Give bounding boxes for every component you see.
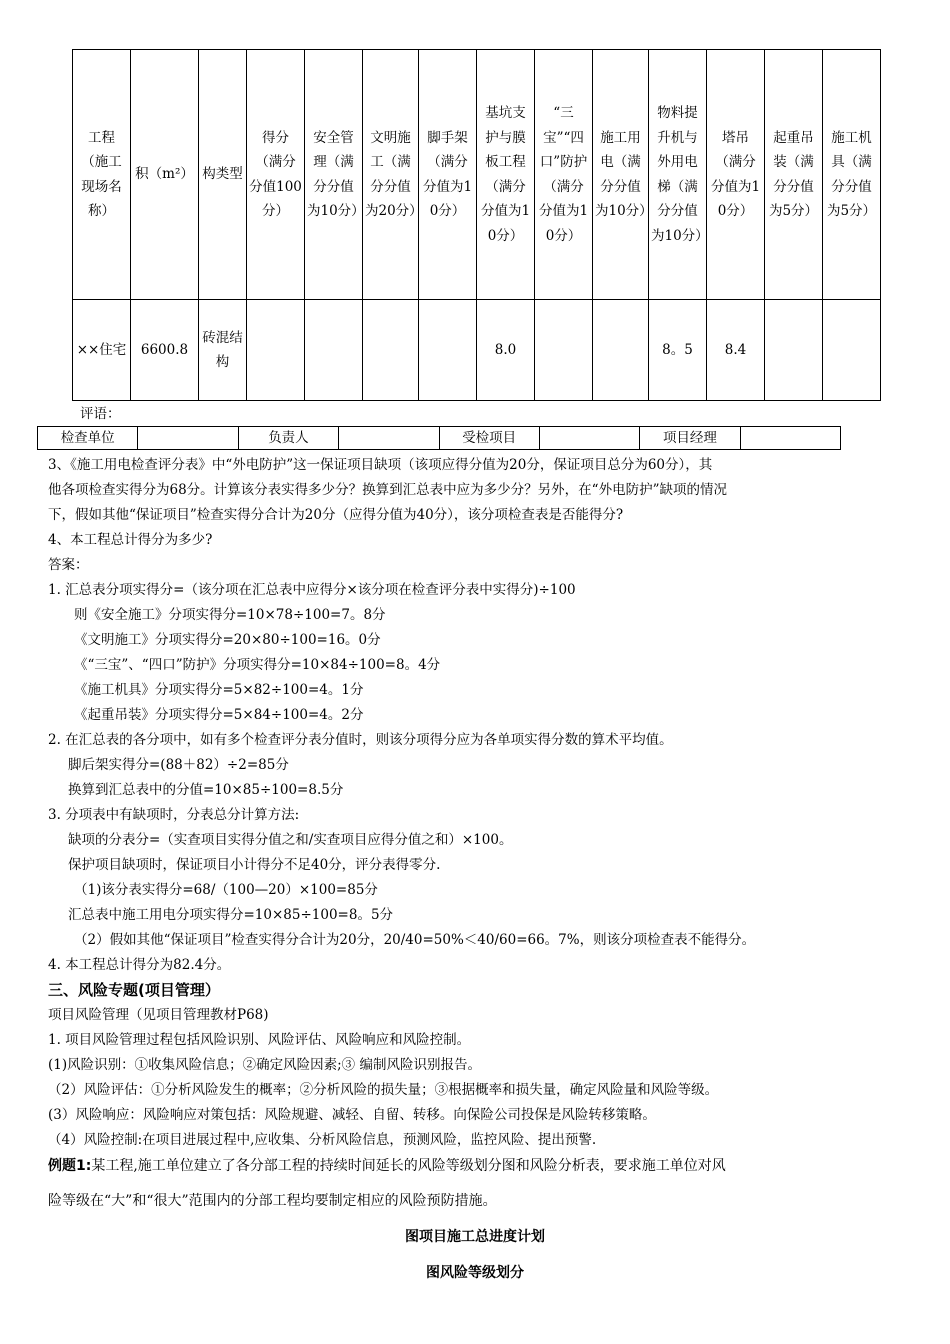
table-cell <box>363 300 419 401</box>
inspection-unit-value <box>138 427 238 450</box>
table-cell: 8.0 <box>477 300 535 401</box>
table-header-cell: 文明施工（满分分值为20分） <box>363 50 419 300</box>
person-in-charge-label: 负责人 <box>238 427 338 450</box>
table-cell <box>535 300 593 401</box>
answer-line: 《起重吊装》分项实得分=5×84÷100=4。2分 <box>74 707 364 723</box>
example-paragraph <box>48 1154 726 1178</box>
example-text: 某工程,施工单位建立了各分部工程的持续时间延长的风险等级划分图和风险分析表，要求施工单位对风 <box>91 1158 726 1174</box>
table-header-cell: 安全管理（满分分值为10分） <box>305 50 363 300</box>
table-cell <box>419 300 477 401</box>
question-line: 4、本工程总计得分为多少? <box>48 532 213 548</box>
question-line: 3、《施工用电检查评分表》中“外电防护”这一保证项目缺项（该项应得分值为20分，保证项目总分为60分），其 <box>48 457 713 473</box>
table-cell <box>593 300 649 401</box>
answer-line: 《施工机具》分项实得分=5×82÷100=4。1分 <box>74 682 364 698</box>
figure-caption: 图风险等级划分 <box>426 1265 524 1281</box>
table-header-cell: 工程（施工现场名称） <box>73 50 131 300</box>
table-header-row <box>73 50 881 300</box>
table-header-cell: “三宝”“四口”防护（满分分值为10分） <box>535 50 593 300</box>
table-header-cell: 施工用电（满分分值为10分） <box>593 50 649 300</box>
figure-caption: 图项目施工总进度计划 <box>405 1229 545 1245</box>
answer-line: （2）假如其他“保证项目”检查实得分合计为20分，20/40=50%＜40/60=66。7%，则该分项检查表不能得分。 <box>74 932 756 948</box>
table-header-cell: 塔吊（满分分值为10分） <box>707 50 765 300</box>
table-header-cell: 得分（满分分值100分） <box>247 50 305 300</box>
table-cell: 砖混结构 <box>199 300 247 401</box>
answer-line: 缺项的分表分=（实查项目实得分值之和/实查项目应得分值之和）×100。 <box>68 832 513 848</box>
question-line: 下，假如其他“保证项目”检查实得分合计为20分（应得分值为40分），该分项检查表是否能得分? <box>48 507 624 523</box>
table-header-cell: 物料提升机与外用电梯（满分分值为10分） <box>649 50 707 300</box>
table-header-cell: 脚手架（满分分值为10分） <box>419 50 477 300</box>
answer-line: 1. 汇总表分项实得分=（该分项在汇总表中应得分×该分项在检查评分表中实得分)÷100 <box>48 582 576 598</box>
table-header-cell: 积（m²） <box>131 50 199 300</box>
risk-line: （4）风险控制:在项目进展过程中,应收集、分析风险信息，预测风险，监控风险、提出预警. <box>48 1132 597 1148</box>
answer-line: 脚后架实得分=(88＋82）÷2=85分 <box>68 757 289 773</box>
answer-line: 保护项目缺项时，保证项目小计得分不足40分，评分表得零分. <box>68 857 441 873</box>
answer-line: 汇总表中施工用电分项实得分=10×85÷100=8。5分 <box>68 907 394 923</box>
answer-line: 《文明施工》分项实得分=20×80÷100=16。0分 <box>74 632 381 648</box>
answer-line: 2. 在汇总表的各分项中，如有多个检查评分表分值时，则该分项得分应为各单项实得分数的算术平均值。 <box>48 732 673 748</box>
risk-line: 项目风险管理（见项目管理教材P68) <box>48 1007 269 1023</box>
comment-label: 评语： <box>80 406 121 422</box>
section-heading: 三、风险专题(项目管理） <box>48 981 220 999</box>
table-cell <box>823 300 881 401</box>
table-header-cell: 起重吊装（满分分值为5分） <box>765 50 823 300</box>
risk-line: （2）风险评估：①分析风险发生的概率；②分析风险的损失量；③根据概率和损失量，确定风险量和风险等级。 <box>48 1082 719 1098</box>
risk-line: (3）风险响应：风险响应对策包括：风险规避、减轻、自留、转移。向保险公司投保是风险转移策略。 <box>48 1107 656 1123</box>
table-header-cell: 基坑支护与膜板工程（满分分值为10分） <box>477 50 535 300</box>
answer-line: （1)该分表实得分=68/（100—20）×100=85分 <box>74 882 378 898</box>
risk-line: 1. 项目风险管理过程包括风险识别、风险评估、风险响应和风险控制。 <box>48 1032 471 1048</box>
inspected-project-value <box>539 427 639 450</box>
table-cell: 8。5 <box>649 300 707 401</box>
score-summary-table <box>72 49 881 401</box>
person-in-charge-value <box>339 427 439 450</box>
table-row <box>73 300 881 401</box>
table-header-cell: 构类型 <box>199 50 247 300</box>
signature-row <box>38 427 841 450</box>
answer-line: 《“三宝”、“四口”防护》分项实得分=10×84÷100=8。4分 <box>74 657 441 673</box>
project-manager-value <box>740 427 840 450</box>
table-cell: 6600.8 <box>131 300 199 401</box>
table-cell <box>765 300 823 401</box>
example-text-cont: 险等级在“大”和“很大”范围内的分部工程均要制定相应的风险预防措施。 <box>48 1193 497 1209</box>
question-line: 他各项检查实得分为68分。计算该分表实得多少分？换算到汇总表中应为多少分？另外，在“外电防护”缺项的情况 <box>48 482 727 498</box>
answer-line: 4. 本工程总计得分为82.4分。 <box>48 957 231 973</box>
answer-label: 答案： <box>48 557 89 573</box>
table-cell <box>247 300 305 401</box>
table-cell <box>305 300 363 401</box>
example-label: 例题1: <box>48 1158 92 1174</box>
table-cell: ××住宅 <box>73 300 131 401</box>
risk-line: (1)风险识别：①收集风险信息；②确定风险因素;③ 编制风险识别报告。 <box>48 1057 481 1073</box>
inspected-project-label: 受检项目 <box>439 427 539 450</box>
table-header-cell: 施工机具（满分分值为5分） <box>823 50 881 300</box>
signature-table <box>37 426 841 450</box>
table-cell: 8.4 <box>707 300 765 401</box>
project-manager-label: 项目经理 <box>640 427 740 450</box>
answer-line: 3. 分项表中有缺项时，分表总分计算方法: <box>48 807 300 823</box>
inspection-unit-label: 检查单位 <box>38 427 138 450</box>
answer-line: 则《安全施工》分项实得分=10×78÷100=7。8分 <box>74 607 386 623</box>
answer-line: 换算到汇总表中的分值=10×85÷100=8.5分 <box>68 782 344 798</box>
